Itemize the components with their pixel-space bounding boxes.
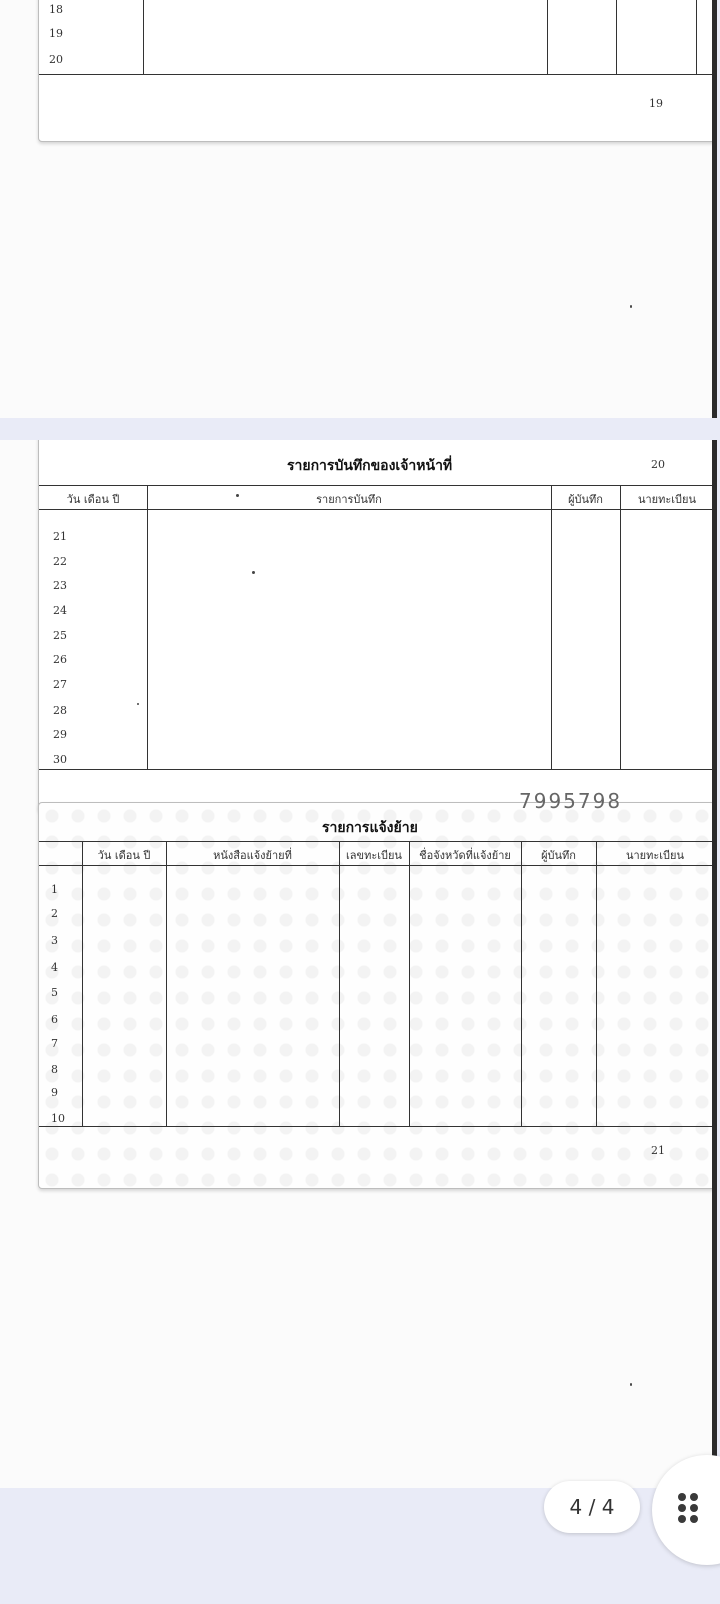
page-indicator[interactable] [544, 1481, 640, 1533]
page-number: 20 [651, 458, 665, 471]
header-registrar: นายทะเบียน [625, 849, 684, 862]
document-page-1 [0, 0, 717, 418]
page-21-card [38, 789, 715, 1189]
page-20-title: รายการบันทึกของเจ้าหน้าที่ [287, 458, 453, 474]
row-number: 5 [51, 986, 58, 999]
row-number: 2 [51, 907, 58, 920]
header-province: ชื่อจังหวัดที่แจ้งย้าย [419, 849, 511, 862]
page-19-card [38, 0, 715, 142]
row-number: 21 [53, 530, 67, 543]
row-number: 30 [53, 753, 67, 766]
row-number: 27 [53, 678, 67, 691]
page-21-title: รายการแจ้งย้าย [322, 820, 418, 836]
header-date: วัน เดือน ปี [97, 849, 151, 862]
header-recorder: ผู้บันทึก [541, 849, 576, 862]
row-number: 3 [51, 934, 58, 947]
header-record: รายการบันทึก [316, 493, 382, 506]
row-number: 28 [53, 704, 67, 717]
row-number: 26 [53, 653, 67, 666]
row-number: 20 [49, 53, 63, 66]
header-notice: หนังสือแจ้งย้ายที่ [213, 849, 292, 862]
row-number: 24 [53, 604, 67, 617]
page-number: 21 [651, 1144, 665, 1157]
header-recorder: ผู้บันทึก [568, 493, 603, 506]
row-number: 8 [51, 1063, 58, 1076]
header-registrar: นายทะเบียน [637, 493, 696, 506]
header-date: วัน เดือน ปี [66, 493, 120, 506]
row-number: 25 [53, 629, 67, 642]
header-reg-number: เลขทะเบียน [346, 849, 402, 862]
page-20-card [38, 440, 715, 812]
row-number: 18 [49, 3, 63, 16]
row-number: 19 [49, 27, 63, 40]
page-number: 19 [649, 97, 663, 110]
grid-dots-icon [652, 1455, 720, 1565]
document-page-2 [0, 440, 717, 1488]
serial-number: 7995798 [519, 789, 623, 813]
row-number: 7 [51, 1037, 58, 1050]
page-indicator-label: 4 / 4 [569, 1495, 615, 1519]
row-number: 1 [51, 883, 58, 896]
row-number: 9 [51, 1086, 58, 1099]
row-number: 29 [53, 728, 67, 741]
row-number: 4 [51, 961, 58, 974]
row-number: 6 [51, 1013, 58, 1026]
row-number: 23 [53, 579, 67, 592]
grid-view-button[interactable] [652, 1455, 720, 1565]
row-number: 22 [53, 555, 67, 568]
row-number: 10 [51, 1112, 65, 1125]
